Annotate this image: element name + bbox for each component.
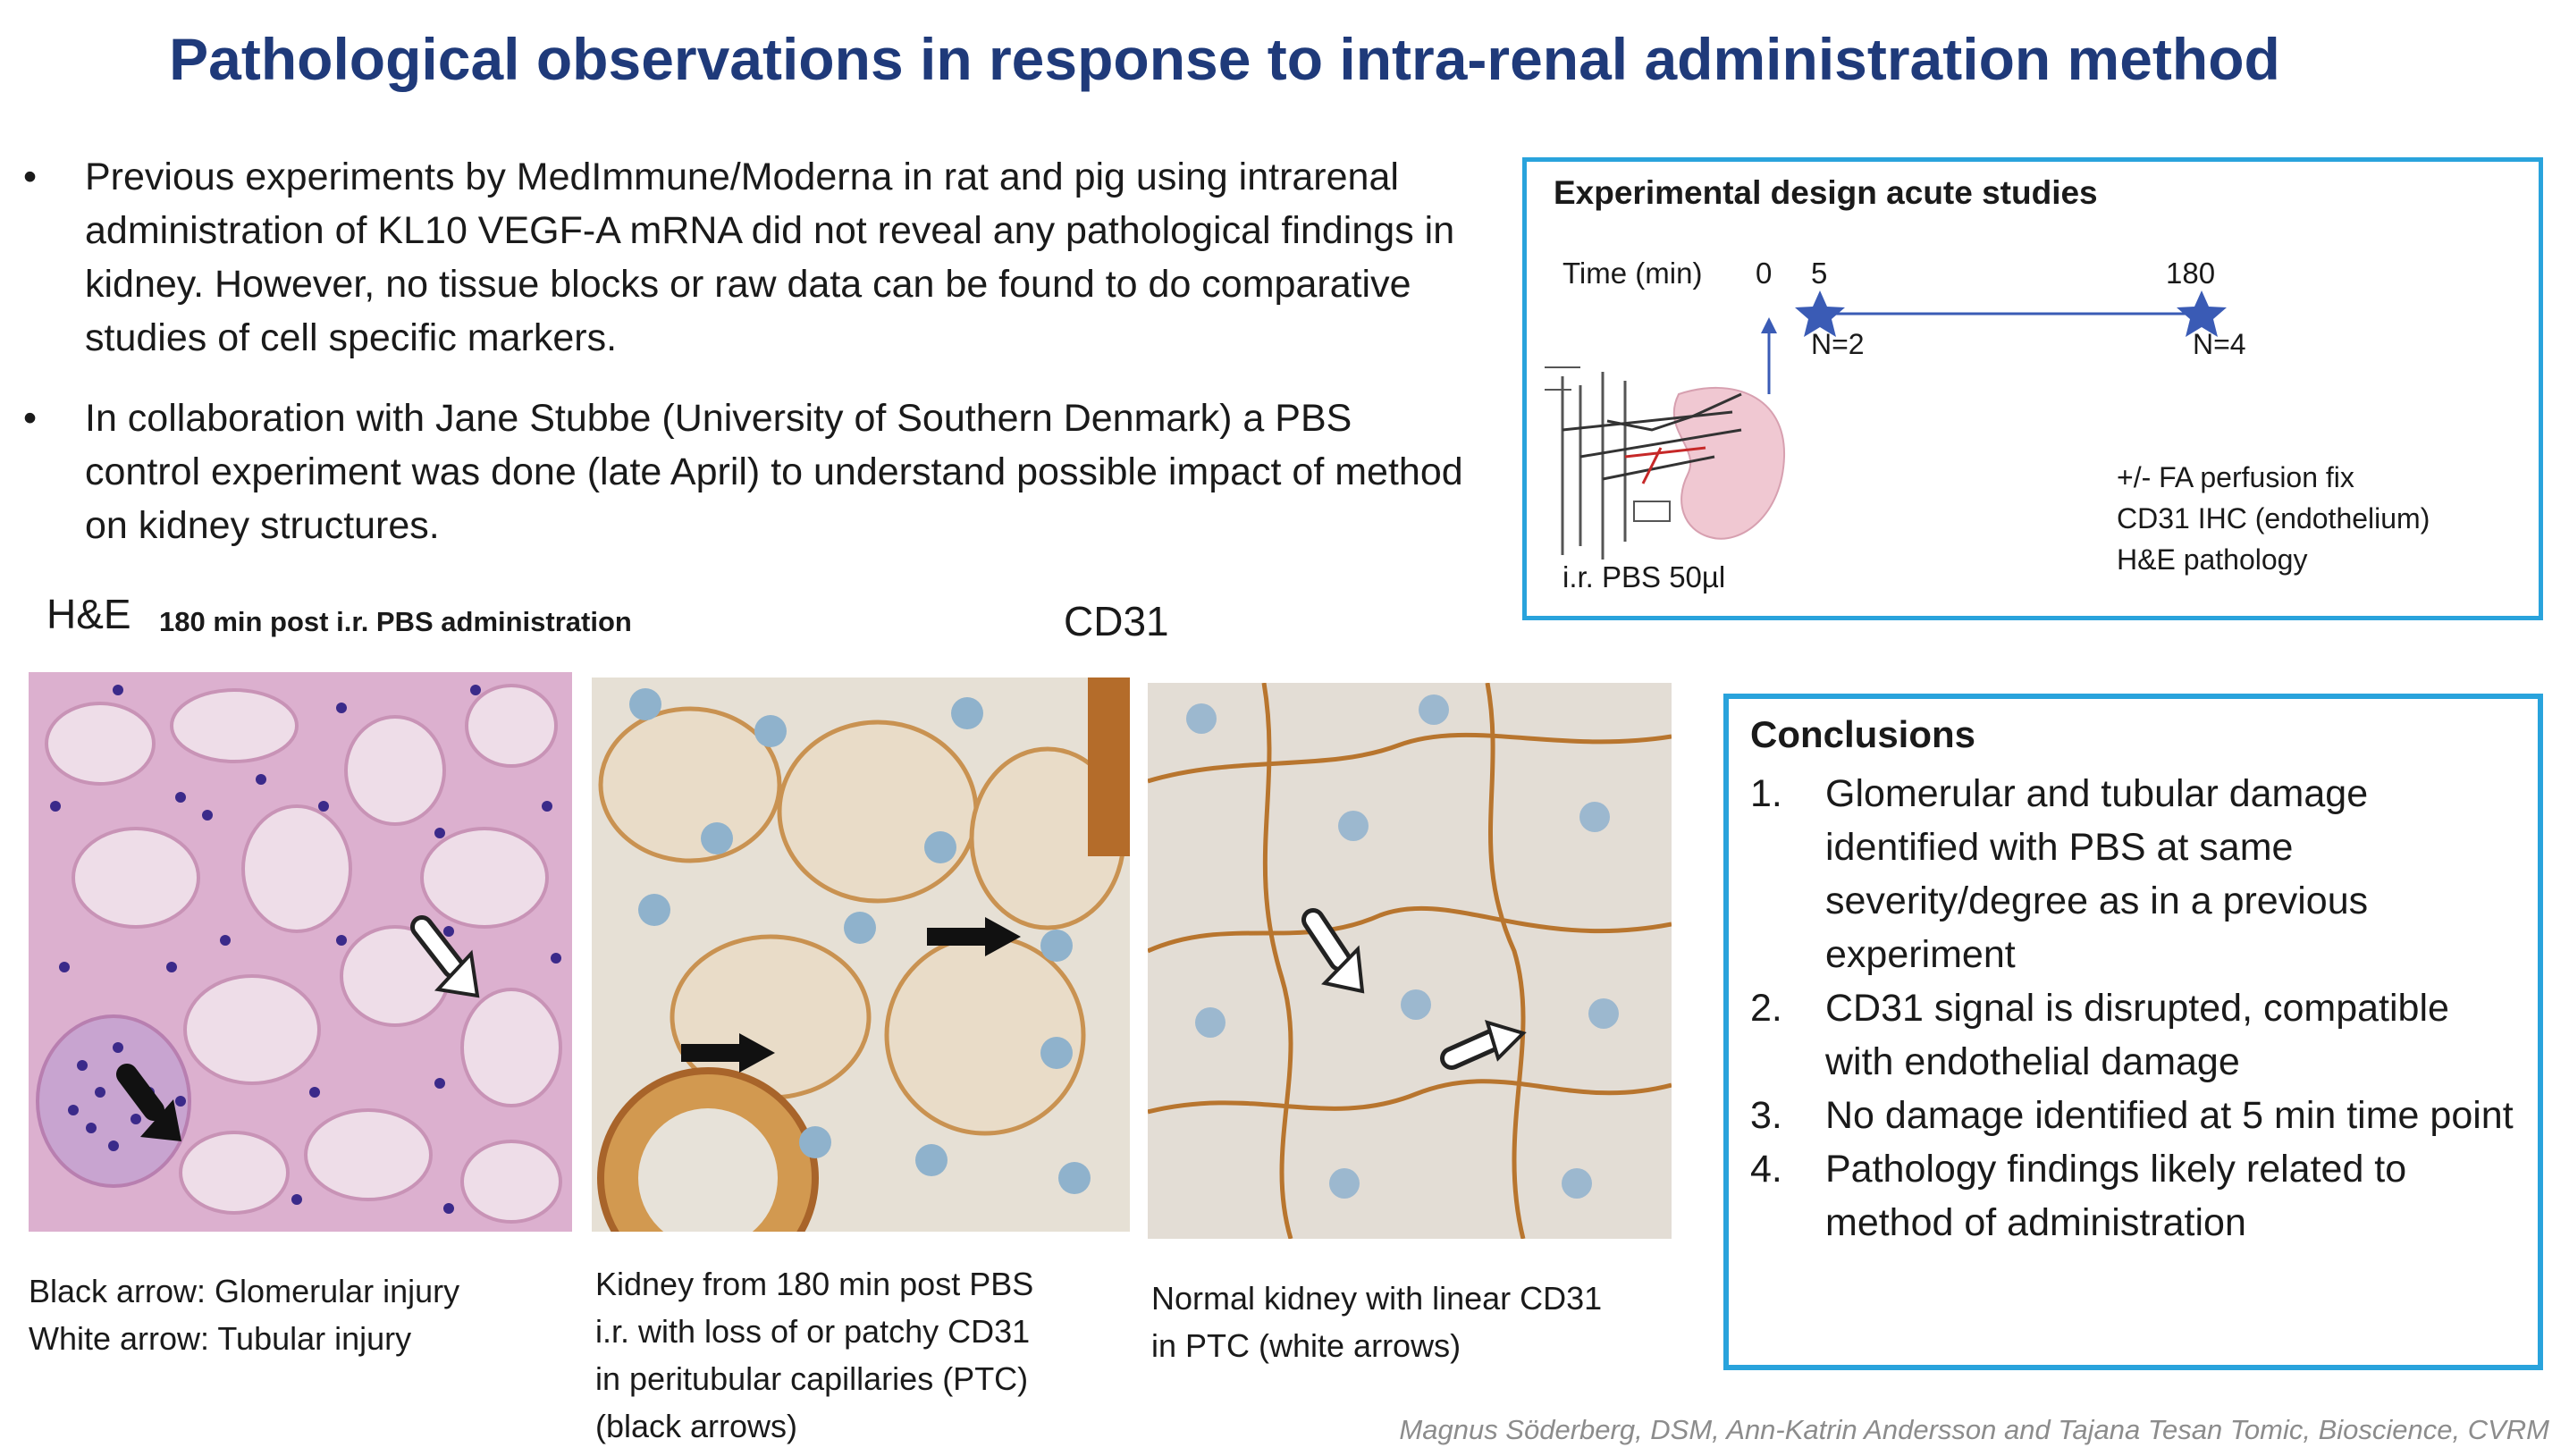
intro-bullets <box>18 150 1466 579</box>
experimental-design-box <box>1522 157 2543 620</box>
injection-arrow-head <box>1761 317 1777 333</box>
caption-line: White arrow: Tubular injury <box>29 1320 412 1357</box>
conclusions-box <box>1723 694 2543 1370</box>
bullet-text: Previous experiments by MedImmune/Moderna in rat and pig using intrarenal administration of KL10 VEGF-A mRNA did not reveal any pathological findings in kidney. However, no tissue blocks or raw data can be found to do comparative studies of cell specific markers. <box>85 156 1455 359</box>
conclusion-number: 3. <box>1750 1094 1782 1137</box>
conclusion-text: Pathology findings likely related to method of administration <box>1825 1148 2407 1244</box>
author-credit: Magnus Söderberg, DSM, Ann-Katrin Andersson and Tajana Tesan Tomic, Bioscience, CVRM <box>1399 1414 2549 1445</box>
method-item: H&E pathology <box>2117 543 2308 576</box>
bullet-item <box>18 150 1466 365</box>
caption-line: i.r. with loss of or patchy CD31 <box>595 1313 1031 1350</box>
tick-label: 5 <box>1811 257 1828 290</box>
he-caption <box>29 1267 565 1362</box>
caption-line: (black arrows) <box>595 1408 798 1444</box>
cd31-pbs-tissue-drawing <box>592 678 1130 1232</box>
tick-label: 180 <box>2166 257 2216 290</box>
cd31-normal-caption <box>1151 1275 1688 1369</box>
cd31-pbs-micrograph <box>592 678 1130 1232</box>
bullet-marker: • <box>23 397 38 440</box>
conclusion-item <box>1750 1089 2519 1142</box>
kidney-schematic-icon <box>1545 367 1784 560</box>
bullet-text: In collaboration with Jane Stubbe (University of Southern Denmark) a PBS control experiment was done (late April) to understand possible impact of method on kidney structures. <box>85 397 1463 547</box>
tick-label: 0 <box>1756 257 1773 290</box>
cd31-pbs-caption <box>595 1260 1132 1450</box>
caption-line: Kidney from 180 min post PBS <box>595 1266 1034 1302</box>
conclusion-text: No damage identified at 5 min time point <box>1825 1094 2514 1137</box>
caption-line: Normal kidney with linear CD31 <box>1151 1280 1603 1317</box>
n-label: N=4 <box>2193 328 2246 360</box>
conclusion-item <box>1750 981 2519 1089</box>
conclusion-number: 4. <box>1750 1148 1782 1191</box>
conclusion-text: Glomerular and tubular damage identified with PBS at same severity/degree as in a previous experiment <box>1825 772 2369 976</box>
design-title: Experimental design acute studies <box>1554 174 2098 211</box>
method-item: CD31 IHC (endothelium) <box>2117 502 2430 534</box>
cd31-normal-tissue-drawing <box>1148 683 1672 1239</box>
conclusion-item <box>1750 767 2519 981</box>
time-axis-label: Time (min) <box>1562 257 1703 290</box>
conclusion-text: CD31 signal is disrupted, compatible with endothelial damage <box>1825 987 2449 1083</box>
he-micrograph <box>29 672 572 1232</box>
he-tissue-drawing <box>29 672 572 1232</box>
he-sublabel: 180 min post i.r. PBS administration <box>159 606 632 637</box>
bullet-marker: • <box>23 156 38 198</box>
conclusions-list <box>1750 767 2519 1250</box>
method-item: +/- FA perfusion fix <box>2117 461 2354 493</box>
bullet-item <box>18 391 1466 552</box>
n-label: N=2 <box>1811 328 1865 360</box>
caption-line: Black arrow: Glomerular injury <box>29 1273 460 1309</box>
conclusion-number: 1. <box>1750 772 1782 815</box>
conclusions-title: Conclusions <box>1750 713 1976 755</box>
conclusion-item <box>1750 1142 2519 1250</box>
injection-label: i.r. PBS 50µl <box>1562 560 1726 593</box>
caption-line: in peritubular capillaries (PTC) <box>595 1360 1029 1397</box>
caption-line: in PTC (white arrows) <box>1151 1327 1461 1364</box>
methods-list <box>2117 457 2430 580</box>
conclusion-number: 2. <box>1750 987 1782 1030</box>
slide-title: Pathological observations in response to intra-renal administration method <box>169 26 2280 92</box>
cd31-label: CD31 <box>1064 598 1169 644</box>
he-label: H&E <box>46 591 131 637</box>
cd31-normal-micrograph <box>1148 683 1672 1239</box>
